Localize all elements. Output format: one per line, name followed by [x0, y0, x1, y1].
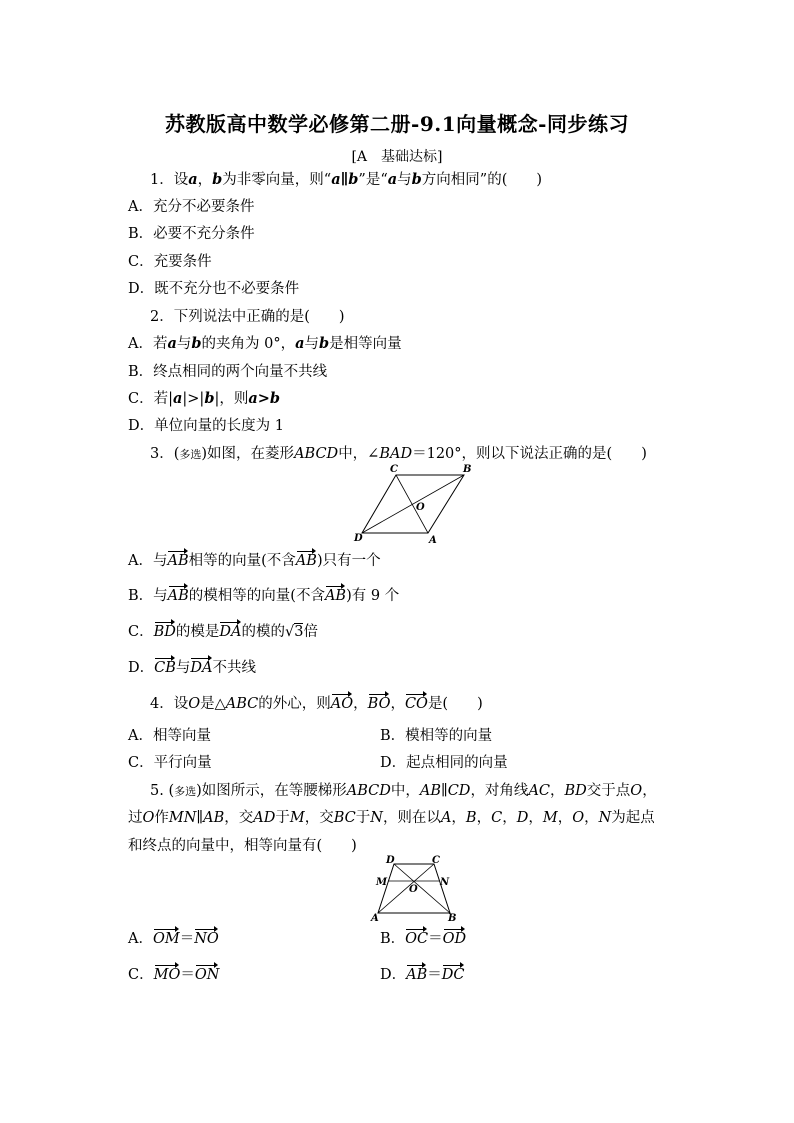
q2-stem: 2．下列说法中正确的是( ) [150, 309, 345, 325]
q4-option-a: A．相等向量 [128, 728, 211, 744]
rhombus-figure [350, 463, 470, 545]
label-d: D [354, 533, 363, 544]
q5-option-b: B．OC＝OD [380, 931, 467, 947]
q1-stem: 1．设a，b为非零向量，则“a∥b”是“a与b方向相同”的( ) [150, 171, 543, 188]
sqrt-symbol: √ [285, 624, 295, 640]
q5-option-c: C．MO＝ON [128, 967, 220, 983]
q2-option-b: B．终点相同的两个向量不共线 [128, 364, 328, 380]
q3-option-a: A．与AB相等的向量(不含AB)只有一个 [128, 553, 381, 569]
label-a: A [429, 535, 437, 546]
q2-option-d: D．单位向量的长度为 1 [128, 418, 284, 434]
label-d: D [386, 855, 395, 866]
label-m: M [376, 877, 388, 888]
q5-stem-line3: 和终点的向量中，相等向量有( ) [128, 838, 357, 854]
multi-select-tag: 多选 [174, 785, 197, 798]
multi-select-tag: 多选 [179, 448, 202, 461]
q4-stem: 4．设O是△ABC的外心，则AO，BO，CO是( ) [150, 696, 483, 712]
section-heading: [A 基础达标] [351, 149, 443, 165]
trapezoid-figure [368, 855, 460, 923]
q4-option-b: B．模相等的向量 [380, 728, 493, 744]
label-a: A [371, 913, 379, 924]
q1-option-d: D．既不充分也不必要条件 [128, 281, 300, 297]
q3-stem: 3．(多选)如图，在菱形ABCD中，∠BAD＝120°，则以下说法正确的是( ) [150, 446, 647, 462]
label-b: B [448, 913, 457, 924]
q5-option-a: A．OM＝NO [128, 931, 219, 947]
q2-option-a: A．若a与b的夹角为 0°，a与b是相等向量 [128, 335, 402, 352]
q1-option-a: A．充分不必要条件 [128, 199, 255, 215]
q1-option-c: C．充要条件 [128, 254, 212, 270]
q2-option-c: C．若|a|>|b|，则a>b [128, 390, 281, 407]
q3-option-c: C．BD的模是DA的模的√3倍 [128, 624, 318, 640]
label-b: B [463, 464, 472, 475]
label-o: O [409, 884, 418, 895]
q5-stem-line1: 5. (多选)如图所示，在等腰梯形ABCD中，AB∥CD，对角线AC，BD交于点O， [150, 783, 657, 799]
q1-option-b: B．必要不充分条件 [128, 226, 255, 242]
label-c: C [390, 464, 398, 475]
q5-option-d: D．AB＝DC [380, 967, 465, 983]
q4-option-c: C．平行向量 [128, 755, 212, 771]
label-n: N [440, 877, 450, 888]
q3-option-d: D．CB与DA不共线 [128, 660, 256, 676]
label-c: C [432, 855, 440, 866]
diagonal-bd [362, 475, 464, 533]
q3-option-b: B．与AB的模相等的向量(不含AB)有 9 个 [128, 588, 400, 604]
page-title: 苏教版高中数学必修第二册-9.1向量概念-同步练习 [165, 112, 629, 136]
q4-option-d: D．起点相同的向量 [380, 755, 508, 771]
label-o: O [416, 502, 425, 513]
q5-stem-line2: 过O作MN∥AB，交AD于M，交BC于N，则在以A，B，C，D，M，O，N为起点 [128, 810, 655, 826]
